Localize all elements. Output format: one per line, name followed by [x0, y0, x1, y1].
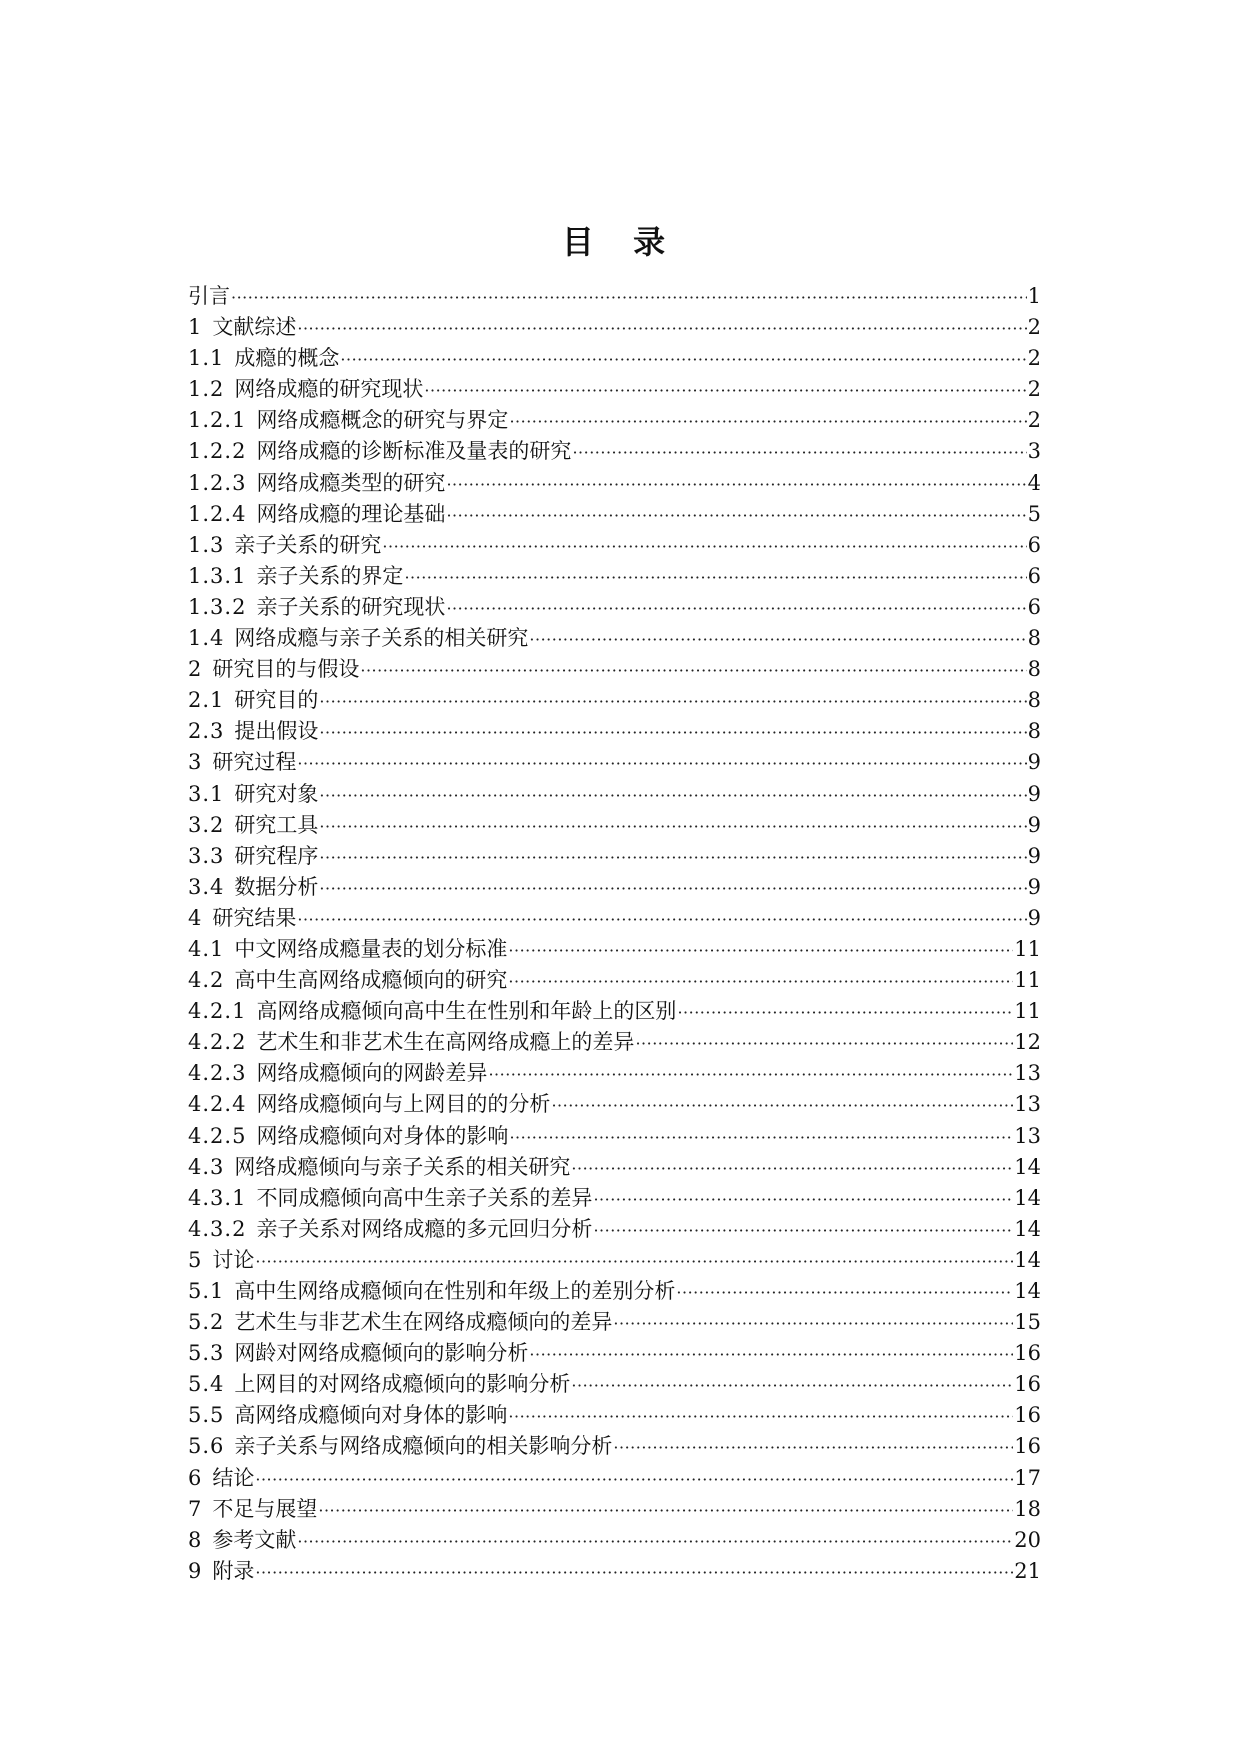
toc-entry-page-number: 12 [1014, 1030, 1041, 1055]
toc-entry-number: 1.3.1 [188, 563, 247, 588]
toc-entry-page-number: 16 [1014, 1434, 1041, 1459]
toc-entry-page-number: 9 [1027, 750, 1041, 775]
toc-entry[interactable] [188, 374, 1041, 405]
toc-entry-title: 上网目的对网络成瘾倾向的影响分析 [234, 1372, 571, 1397]
toc-entry-page-number: 11 [1014, 968, 1041, 993]
toc-entry-title: 高网络成瘾倾向对身体的影响 [234, 1403, 508, 1428]
toc-entry-title: 引言 [188, 284, 230, 308]
toc-entry-title: 网络成瘾倾向与亲子关系的相关研究 [234, 1154, 571, 1179]
toc-entry-number: 5.4 [188, 1372, 225, 1397]
toc-entry-number: 5.3 [188, 1341, 225, 1366]
toc-entry[interactable] [188, 1089, 1041, 1120]
toc-entry-page-number: 11 [1014, 936, 1041, 961]
toc-dot-leader [319, 686, 1026, 717]
toc-dot-leader [593, 1215, 1013, 1246]
toc-entry-title: 亲子关系与网络成瘾倾向的相关影响分析 [234, 1434, 613, 1459]
toc-entry-number: 1.1 [188, 346, 225, 371]
toc-entry-number: 8 [188, 1527, 203, 1552]
toc-entry[interactable] [188, 312, 1041, 343]
toc-dot-leader [529, 1339, 1013, 1370]
toc-entry-title: 不足与展望 [212, 1496, 318, 1521]
toc-dot-leader [488, 1059, 1013, 1090]
toc-entry-title: 研究对象 [234, 781, 319, 806]
toc-entry-page-number: 13 [1014, 1123, 1041, 1148]
toc-entry[interactable] [188, 1463, 1041, 1494]
toc-entry-number: 4.2.1 [188, 999, 247, 1024]
toc-entry-title: 亲子关系的界定 [256, 563, 404, 588]
toc-entry[interactable] [188, 530, 1041, 561]
toc-entry-title: 网络成瘾倾向的网龄差异 [256, 1061, 488, 1086]
toc-entry-title: 网络成瘾的诊断标准及量表的研究 [256, 439, 572, 464]
toc-entry[interactable] [188, 499, 1041, 530]
toc-entry[interactable] [188, 1058, 1041, 1089]
toc-dot-leader [255, 1557, 1013, 1588]
toc-entry-number: 7 [188, 1496, 203, 1521]
toc-entry-page-number: 14 [1014, 1279, 1041, 1303]
toc-entry[interactable] [188, 561, 1041, 592]
toc-entry-title: 附录 [212, 1558, 255, 1583]
toc-dot-leader [571, 1153, 1013, 1184]
toc-entry-page-number: 16 [1014, 1403, 1041, 1428]
toc-dot-leader [446, 500, 1026, 531]
toc-entry-page-number: 16 [1014, 1372, 1041, 1397]
toc-entry-page-number: 13 [1014, 1061, 1041, 1086]
toc-dot-leader [255, 1246, 1013, 1277]
toc-dot-leader [571, 1370, 1013, 1401]
toc-entry-number: 1.4 [188, 626, 225, 651]
toc-entry[interactable] [188, 685, 1041, 716]
toc-entry-title: 艺术生和非艺术生在高网络成瘾上的差异 [256, 1030, 635, 1055]
toc-entry-number: 1.2.1 [188, 408, 247, 433]
toc-dot-leader [572, 437, 1026, 468]
toc-dot-leader [424, 375, 1026, 406]
toc-entry-page-number: 2 [1027, 408, 1041, 433]
toc-entry-page-number: 8 [1027, 719, 1041, 744]
toc-entry[interactable] [188, 779, 1041, 810]
toc-entry-title: 亲子关系对网络成瘾的多元回归分析 [256, 1216, 593, 1241]
toc-entry[interactable] [188, 1338, 1041, 1369]
toc-entry-title: 参考文献 [212, 1527, 297, 1552]
toc-entry[interactable] [188, 1525, 1041, 1556]
toc-entry-number: 1.2.4 [188, 501, 247, 526]
toc-entry-page-number: 6 [1027, 532, 1041, 557]
toc-entry-page-number: 2 [1027, 346, 1041, 371]
toc-entry-title: 高中生高网络成瘾倾向的研究 [234, 968, 508, 993]
toc-entry-number: 4 [188, 905, 203, 930]
toc-entry-number: 6 [188, 1465, 203, 1490]
toc-dot-leader [360, 655, 1026, 686]
toc-entry[interactable] [188, 1494, 1041, 1525]
toc-entry[interactable] [188, 747, 1041, 778]
toc-dot-leader [551, 1090, 1013, 1121]
toc-entry-number: 4.2 [188, 968, 225, 993]
toc-entry-number: 2.3 [188, 719, 225, 744]
toc-dot-leader [613, 1432, 1013, 1463]
toc-entry-number: 4.3 [188, 1154, 225, 1179]
toc-entry[interactable] [188, 996, 1041, 1027]
toc-dot-leader [593, 1184, 1013, 1215]
toc-dot-leader [613, 1308, 1013, 1339]
toc-entry-page-number: 4 [1027, 470, 1041, 495]
toc-dot-leader [508, 935, 1013, 966]
toc-entry[interactable] [188, 436, 1041, 467]
toc-entry-page-number: 20 [1014, 1527, 1041, 1552]
toc-entry-number: 5.2 [188, 1310, 225, 1335]
toc-entry-page-number: 18 [1014, 1496, 1041, 1521]
toc-entry[interactable] [188, 1152, 1041, 1183]
toc-entry-page-number: 9 [1027, 812, 1041, 837]
toc-entry-title: 网络成瘾的研究现状 [234, 377, 424, 402]
toc-entry[interactable] [188, 716, 1041, 747]
toc-entry[interactable] [188, 872, 1041, 903]
toc-entry[interactable] [188, 1556, 1041, 1587]
toc-entry-page-number: 8 [1027, 657, 1041, 682]
toc-entry-number: 4.2.3 [188, 1061, 247, 1086]
toc-entry-title: 中文网络成瘾量表的划分标准 [234, 936, 508, 961]
toc-entry-number: 1.3 [188, 532, 225, 557]
toc-entry[interactable] [188, 592, 1041, 623]
toc-entry[interactable] [188, 1307, 1041, 1338]
toc-entry-title: 研究过程 [212, 750, 297, 775]
toc-entry-page-number: 15 [1014, 1310, 1041, 1335]
toc-entry-title: 成瘾的概念 [234, 346, 340, 371]
toc-entry[interactable] [188, 1431, 1041, 1462]
toc-entry[interactable] [188, 841, 1041, 872]
toc-dot-leader [509, 1122, 1013, 1153]
toc-entry-title: 艺术生与非艺术生在网络成瘾倾向的差异 [234, 1310, 613, 1335]
toc-entry-title: 提出假设 [234, 719, 319, 744]
toc-entry[interactable] [188, 468, 1041, 499]
toc-dot-leader [509, 406, 1026, 437]
toc-dot-leader [677, 997, 1013, 1028]
toc-entry-number: 4.3.1 [188, 1185, 247, 1210]
toc-entry[interactable] [188, 1183, 1041, 1214]
toc-entry-title: 高中生网络成瘾倾向在性别和年级上的差别分析 [234, 1279, 676, 1303]
toc-entry-title: 网络成瘾倾向对身体的影响 [256, 1123, 509, 1148]
toc-entry-number: 1.2.2 [188, 439, 247, 464]
toc-entry-title: 网络成瘾类型的研究 [256, 470, 446, 495]
toc-entry-title: 高网络成瘾倾向高中生在性别和年龄上的区别 [256, 999, 677, 1024]
toc-entry-title: 网龄对网络成瘾倾向的影响分析 [234, 1341, 529, 1366]
toc-entry-page-number: 14 [1014, 1216, 1041, 1241]
toc-dot-leader [508, 966, 1013, 997]
toc-entry[interactable] [188, 343, 1041, 374]
toc-entry-number: 5 [188, 1247, 203, 1272]
toc-dot-leader [297, 748, 1026, 779]
toc-entry[interactable] [188, 1245, 1041, 1276]
toc-dot-leader [319, 811, 1026, 842]
toc-entry-page-number: 1 [1027, 284, 1041, 308]
toc-entry[interactable] [188, 934, 1041, 965]
toc-entry-page-number: 6 [1027, 594, 1041, 619]
toc-entry[interactable] [188, 1400, 1041, 1431]
toc-dot-leader [446, 469, 1026, 500]
toc-entry[interactable] [188, 654, 1041, 685]
toc-entry[interactable] [188, 903, 1041, 934]
toc-dot-leader [319, 780, 1026, 811]
toc-entry-page-number: 14 [1014, 1247, 1041, 1272]
toc-entry-number: 4.2.2 [188, 1030, 247, 1055]
toc-entry[interactable] [188, 623, 1041, 654]
toc-entry-number: 1.3.2 [188, 594, 247, 619]
toc-entry-number: 3 [188, 750, 203, 775]
toc-dot-leader [319, 873, 1026, 904]
toc-entry-page-number: 9 [1027, 781, 1041, 806]
toc-entry-title: 亲子关系的研究现状 [256, 594, 446, 619]
toc-entry-number: 4.2.4 [188, 1092, 247, 1117]
toc-entry-page-number: 16 [1014, 1341, 1041, 1366]
toc-entry-number: 1 [188, 315, 203, 340]
toc-entry-number: 5.5 [188, 1403, 225, 1428]
toc-entry[interactable] [188, 1121, 1041, 1152]
toc-entry-title: 网络成瘾倾向与上网目的的分析 [256, 1092, 551, 1117]
toc-entry[interactable] [188, 1214, 1041, 1245]
toc-entry-number: 2.1 [188, 688, 225, 713]
table-of-contents [188, 281, 1041, 1587]
toc-entry-page-number: 14 [1014, 1185, 1041, 1210]
toc-entry-title: 数据分析 [234, 874, 319, 899]
toc-entry-title: 网络成瘾的理论基础 [256, 501, 446, 526]
toc-entry-title: 文献综述 [212, 315, 297, 340]
toc-entry-page-number: 8 [1027, 688, 1041, 713]
toc-entry-title: 研究结果 [212, 905, 297, 930]
toc-entry-number: 9 [188, 1558, 203, 1583]
toc-entry-page-number: 8 [1027, 626, 1041, 651]
toc-entry-page-number: 3 [1027, 439, 1041, 464]
toc-dot-leader [319, 717, 1026, 748]
toc-entry[interactable] [188, 1369, 1041, 1400]
toc-dot-leader [340, 344, 1026, 375]
toc-entry-number: 4.2.5 [188, 1123, 247, 1148]
toc-entry-page-number: 5 [1027, 501, 1041, 526]
toc-entry-number: 4.3.2 [188, 1216, 247, 1241]
toc-entry[interactable] [188, 1276, 1041, 1307]
toc-entry-title: 网络成瘾与亲子关系的相关研究 [234, 626, 529, 651]
toc-entry-page-number: 13 [1014, 1092, 1041, 1117]
toc-entry-title: 不同成瘾倾向高中生亲子关系的差异 [256, 1185, 593, 1210]
toc-entry-number: 4.1 [188, 936, 225, 961]
toc-dot-leader [529, 624, 1026, 655]
toc-entry-page-number: 17 [1014, 1465, 1041, 1490]
toc-dot-leader [635, 1028, 1013, 1059]
toc-entry-page-number: 9 [1027, 874, 1041, 899]
toc-entry-title: 研究程序 [234, 843, 319, 868]
toc-entry-number: 3.4 [188, 874, 225, 899]
toc-entry-number: 5.6 [188, 1434, 225, 1459]
toc-entry[interactable] [188, 281, 1041, 312]
toc-dot-leader [297, 1526, 1013, 1557]
toc-entry[interactable] [188, 965, 1041, 996]
toc-dot-leader [255, 1464, 1013, 1495]
toc-entry-page-number: 21 [1014, 1558, 1041, 1583]
toc-dot-leader [382, 531, 1026, 562]
toc-dot-leader [446, 593, 1026, 624]
toc-entry-title: 研究目的 [234, 688, 319, 713]
toc-entry-title: 研究工具 [234, 812, 319, 837]
toc-entry-title: 网络成瘾概念的研究与界定 [256, 408, 509, 433]
toc-dot-leader [676, 1277, 1013, 1308]
toc-entry-page-number: 6 [1027, 563, 1041, 588]
toc-entry-page-number: 14 [1014, 1154, 1041, 1179]
toc-entry[interactable] [188, 810, 1041, 841]
toc-entry-number: 5.1 [188, 1279, 225, 1303]
toc-dot-leader [404, 562, 1026, 593]
toc-entry-title: 结论 [212, 1465, 255, 1490]
toc-entry-title: 讨论 [212, 1247, 255, 1272]
toc-dot-leader [319, 842, 1026, 873]
toc-entry-number: 1.2.3 [188, 470, 247, 495]
toc-dot-leader [297, 904, 1026, 935]
toc-entry[interactable] [188, 405, 1041, 436]
toc-entry-page-number: 11 [1014, 999, 1041, 1024]
toc-title: 目 录 [561, 223, 680, 261]
toc-dot-leader [297, 313, 1026, 344]
toc-dot-leader [318, 1495, 1013, 1526]
toc-dot-leader [508, 1401, 1013, 1432]
toc-entry[interactable] [188, 1027, 1041, 1058]
toc-entry-page-number: 9 [1027, 905, 1041, 930]
toc-entry-number: 3.2 [188, 812, 225, 837]
toc-entry-page-number: 2 [1027, 315, 1041, 340]
toc-entry-number: 1.2 [188, 377, 225, 402]
toc-entry-title: 研究目的与假设 [212, 657, 360, 682]
toc-entry-number: 3.1 [188, 781, 225, 806]
toc-entry-page-number: 2 [1027, 377, 1041, 402]
toc-dot-leader [231, 282, 1027, 313]
toc-entry-title: 亲子关系的研究 [234, 532, 382, 557]
toc-entry-page-number: 9 [1027, 843, 1041, 868]
toc-entry-number: 2 [188, 657, 203, 682]
toc-entry-number: 3.3 [188, 843, 225, 868]
